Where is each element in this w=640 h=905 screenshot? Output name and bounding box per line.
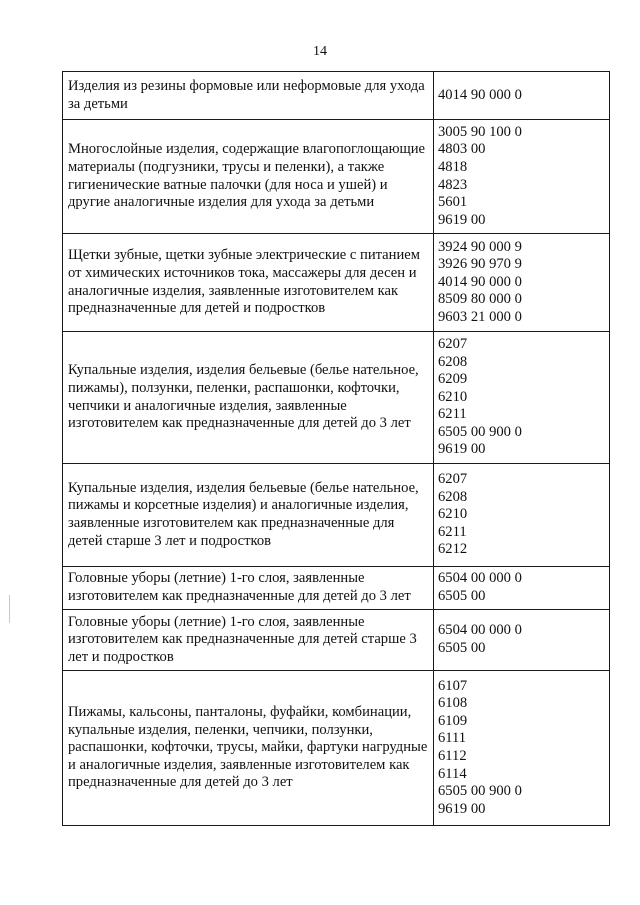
product-description-cell: Головные уборы (летние) 1-го слоя, заявленные изготовителем как предназначенные для детей до 3 лет	[63, 567, 434, 610]
tnved-code: 6109	[438, 712, 468, 729]
tnved-code: 4803 00	[438, 141, 486, 158]
tnved-code: 4014 90 000 0	[438, 273, 522, 290]
tnved-code: 6208	[438, 488, 468, 505]
product-description-cell: Купальные изделия, изделия бельевые (белье нательное, пижамы), ползунки, пеленки, распашонки, кофточки, чепчики и аналогичные изделия, заявленные изготовителем как предназначенные для детей до 3 лет	[63, 332, 434, 464]
tnved-code: 6504 00 000 0	[438, 570, 522, 587]
product-description-cell: Изделия из резины формовые или неформовые для ухода за детьми	[63, 72, 434, 120]
tnved-code: 5601	[438, 194, 468, 211]
tnved-codes-cell	[434, 567, 610, 610]
table-row	[63, 464, 610, 567]
tnved-code: 6505 00 900 0	[438, 783, 522, 800]
table-row	[63, 671, 610, 826]
product-description-cell: Щетки зубные, щетки зубные электрические с питанием от химических источников тока, массажеры для десен и аналогичные изделия, заявленные изготовителем как предназначенные для детей и подростков	[63, 234, 434, 332]
tnved-codes-cell	[434, 332, 610, 464]
tnved-codes-cell	[434, 234, 610, 332]
tnved-code: 6208	[438, 353, 468, 370]
tnved-code: 6504 00 000 0	[438, 622, 522, 639]
tnved-codes-cell	[434, 72, 610, 120]
scan-edge-mark	[9, 595, 10, 623]
product-description-cell: Многослойные изделия, содержащие влагопоглощающие материалы (подгузники, трусы и пеленки), а также гигиенические ватные палочки (для носа и ушей) и другие аналогичные изделия для ухода за детьми	[63, 120, 434, 234]
product-description-cell: Головные уборы (летние) 1-го слоя, заявленные изготовителем как предназначенные для детей старше 3 лет и подростков	[63, 610, 434, 671]
tnved-code: 6209	[438, 371, 468, 388]
tnved-codes-cell	[434, 120, 610, 234]
tnved-code: 6112	[438, 748, 467, 764]
tnved-code: 6212	[438, 541, 468, 558]
tnved-code: 3005 90 100 0	[438, 123, 522, 140]
tnved-code: 6211	[438, 406, 467, 423]
tnved-code: 4823	[438, 176, 468, 193]
tnved-code: 9619 00	[438, 441, 486, 458]
tnved-code: 6505 00	[438, 588, 486, 604]
product-codes-table	[62, 71, 610, 826]
tnved-code: 9603 21 000 0	[438, 308, 522, 325]
table-row	[63, 332, 610, 464]
tnved-code: 6211	[438, 523, 467, 540]
tnved-code: 6207	[438, 471, 468, 488]
tnved-code: 6111	[438, 730, 467, 747]
tnved-code: 8509 80 000 0	[438, 291, 522, 308]
tnved-code: 9619 00	[438, 211, 486, 228]
table-row	[63, 234, 610, 332]
tnved-code: 6108	[438, 695, 468, 712]
tnved-code: 6505 00	[438, 640, 486, 656]
tnved-code: 3926 90 970 9	[438, 256, 522, 273]
tnved-code: 6210	[438, 388, 468, 405]
tnved-code: 6107	[438, 677, 468, 694]
table-row	[63, 567, 610, 610]
tnved-code: 6207	[438, 335, 468, 352]
table-row	[63, 72, 610, 120]
tnved-code: 6114	[438, 765, 467, 782]
tnved-codes-cell	[434, 610, 610, 671]
table-row	[63, 610, 610, 671]
tnved-code: 6505 00 900 0	[438, 423, 522, 440]
page-number: 14	[313, 44, 327, 59]
tnved-code: 3924 90 000 9	[438, 238, 522, 255]
product-description-cell: Купальные изделия, изделия бельевые (белье нательное, пижамы и корсетные изделия) и аналогичные изделия, заявленные изготовителем как предназначенные для детей старше 3 лет и подростков	[63, 464, 434, 567]
tnved-code: 6210	[438, 506, 468, 523]
tnved-code: 4014 90 000 0	[438, 86, 522, 103]
product-description-cell: Пижамы, кальсоны, панталоны, фуфайки, комбинации, купальные изделия, пеленки, чепчики, ползунки, распашонки, кофточки, трусы, майки, фартуки нагрудные и аналогичные изделия, заявленные изготовителем как предназначенные для детей до 3 лет	[63, 671, 434, 826]
table-row	[63, 120, 610, 234]
tnved-code: 9619 00	[438, 800, 486, 817]
tnved-codes-cell	[434, 671, 610, 826]
tnved-codes-cell	[434, 464, 610, 567]
tnved-code: 4818	[438, 158, 468, 175]
